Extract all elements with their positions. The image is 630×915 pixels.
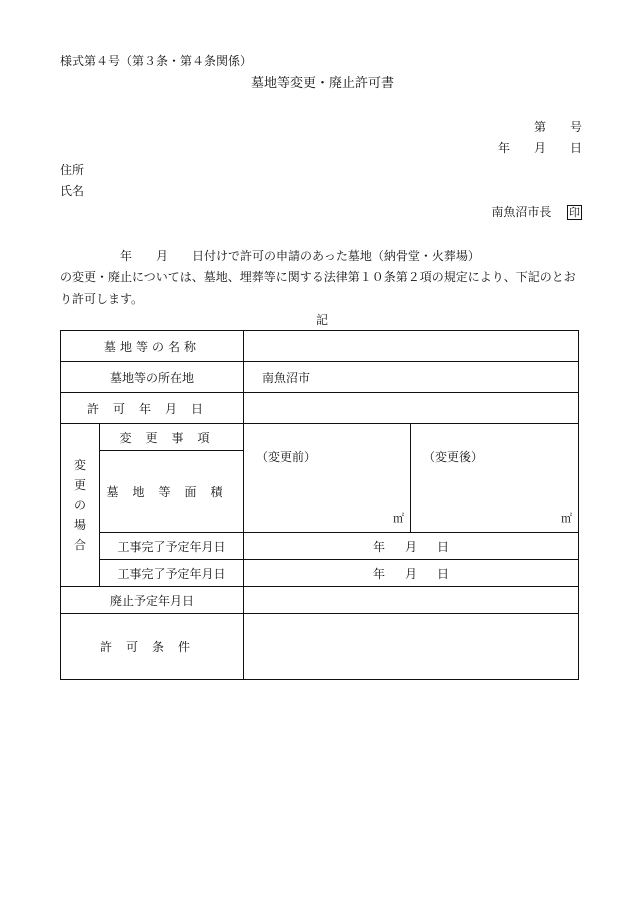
after-unit: ㎡: [561, 512, 573, 525]
area-label-cell: 墓地等面積: [100, 451, 244, 533]
row-change-item: [61, 424, 579, 451]
change-case-label-cell: [61, 424, 100, 587]
permit-date-value-cell: [244, 393, 579, 424]
change-case-char: 変: [73, 458, 86, 472]
date-month: 月: [405, 566, 418, 581]
row-abolish: [61, 587, 579, 614]
row-conditions: [61, 614, 579, 680]
address-label: 住所: [60, 163, 85, 177]
date-month: 月: [405, 539, 418, 554]
abolish-value-cell: [244, 587, 579, 614]
area-before-cell: [244, 424, 411, 533]
change-case-vertical-text: [61, 455, 99, 555]
works-date-cell-2: [244, 560, 579, 587]
location-value-cell: 南魚沼市: [244, 362, 579, 393]
seal-mark: 印: [569, 206, 580, 219]
date-year: 年: [372, 539, 385, 554]
body-line-1: 年 月 日付けで許可の申請のあった墓地（納骨堂・火葬場）: [120, 249, 480, 263]
after-label: （変更後）: [423, 450, 484, 464]
document-date: 年 月 日: [497, 141, 582, 155]
location-label-cell: 墓地等の所在地: [61, 362, 244, 393]
permit-table: [60, 330, 579, 680]
works-label-cell-2: 工事完了予定年月日: [100, 560, 244, 587]
conditions-value-cell: [244, 614, 579, 680]
before-label: （変更前）: [256, 450, 317, 464]
works-label-cell-1: 工事完了予定年月日: [100, 533, 244, 560]
body-line-3: り許可します。: [60, 292, 144, 306]
conditions-label-cell: 許可条件: [61, 614, 244, 680]
change-item-label-cell: 変更事項: [100, 424, 244, 451]
row-permit-date: [61, 393, 579, 424]
date-day: 日: [437, 566, 450, 581]
document-title: 墓地等変更・廃止許可書: [251, 76, 395, 91]
change-case-char: 更: [73, 478, 86, 492]
change-case-char: 場: [73, 518, 86, 532]
ki-heading: 記: [316, 313, 329, 327]
row-works-1: [61, 533, 579, 560]
change-case-char: 合: [73, 538, 86, 552]
document-number: 第 号: [533, 120, 582, 134]
issuer-line: [491, 205, 582, 220]
works-date-cell-1: [244, 533, 579, 560]
body-line-2: の変更・廃止については、墓地、埋葬等に関する法律第１０条第２項の規定により、下記のとお: [60, 270, 576, 284]
abolish-label-cell: 廃止予定年月日: [61, 587, 244, 614]
row-location: [61, 362, 579, 393]
row-name: [61, 331, 579, 362]
before-unit: ㎡: [393, 512, 405, 525]
date-year: 年: [372, 566, 385, 581]
name-label-cell: 墓地等の名称: [61, 331, 244, 362]
area-after-cell: [411, 424, 579, 533]
name-value-cell: [244, 331, 579, 362]
form-number: 様式第４号（第３条・第４条関係）: [60, 54, 253, 68]
row-works-2: [61, 560, 579, 587]
permit-date-label-cell: 許可年月日: [61, 393, 244, 424]
issuer-name: 南魚沼市長: [491, 205, 552, 219]
change-case-char: の: [73, 498, 86, 512]
date-day: 日: [437, 539, 450, 554]
name-label: 氏名: [60, 184, 85, 198]
